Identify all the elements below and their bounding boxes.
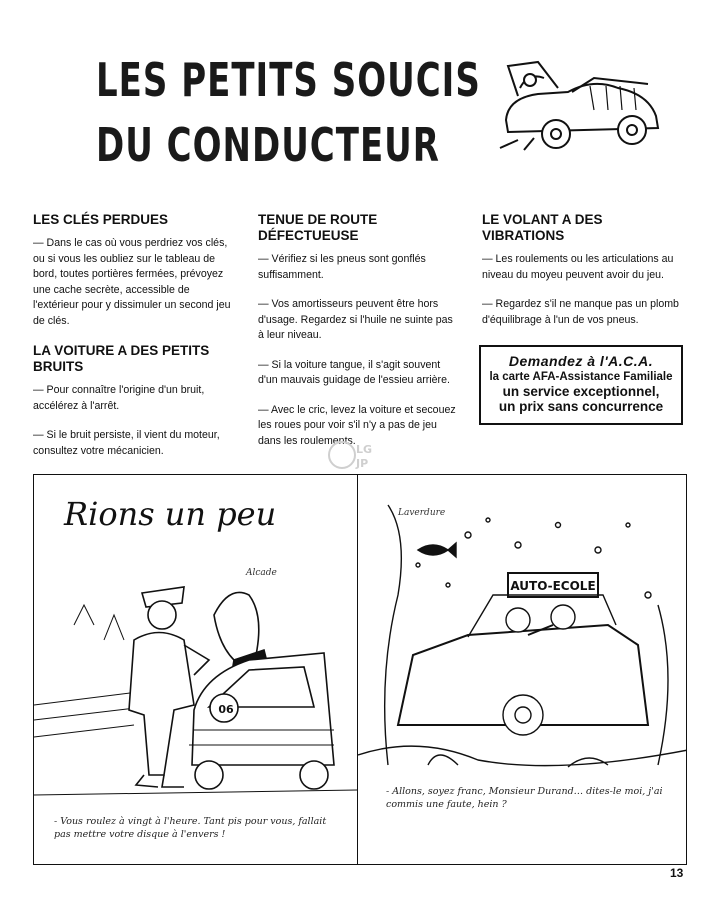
car-mechanic-illustration bbox=[498, 58, 664, 154]
paragraph: — Dans le cas où vous perdriez vos clés, ou si vous les oubliez sur le tableau de bord, toutes portières fermées, prévoyez une cache secrète, accessible de l'extérieur pour y dissimuler un second jeu de clés. bbox=[33, 237, 231, 327]
column-3 bbox=[482, 212, 686, 342]
heading-road-holding: TENUE DE ROUTE DÉFECTUEUSE bbox=[258, 212, 378, 243]
column-1 bbox=[33, 212, 233, 473]
heading-lost-keys: LES CLÉS PERDUES bbox=[33, 212, 169, 227]
paragraph: — Avec le cric, levez la voiture et secouez les roues pour voir s'il n'y a pas de jeu dans les roulements. bbox=[258, 403, 456, 447]
promo-line-1: Demandez à l'A.C.A. bbox=[508, 353, 654, 369]
watermark-logo bbox=[326, 437, 376, 473]
policeman-cartoon bbox=[34, 475, 358, 865]
artist-signature: Alcade bbox=[246, 568, 277, 578]
auto-ecole-sign: AUTO-ECOLE bbox=[510, 579, 596, 593]
paragraph: — Si la voiture tangue, il s'agit souvent d'un mauvais guidage de l'essieu arrière. bbox=[258, 358, 450, 386]
rions-heading: Rions un peu bbox=[64, 495, 277, 533]
page-title-line-2: DU CONDUCTEUR bbox=[96, 119, 440, 173]
cartoon-caption-right: - Allons, soyez franc, Monsieur Durand… dites-le moi, j'ai commis une faute, hein ? bbox=[386, 786, 663, 810]
promo-line-4: un prix sans concurrence bbox=[498, 399, 664, 414]
heading-steering-vibration: LE VOLANT A DES VIBRATIONS bbox=[482, 212, 603, 243]
svg-text:JP: JP bbox=[356, 457, 369, 470]
paragraph: — Pour connaître l'origine d'un bruit, accélérez à l'arrêt. bbox=[33, 384, 205, 412]
promo-line-2: la carte AFA-Assistance Familiale bbox=[489, 371, 673, 383]
aca-promo-box bbox=[479, 345, 683, 425]
cartoon-panel-right bbox=[357, 474, 687, 865]
cartoon-panel-left bbox=[33, 474, 358, 865]
page-number: 13 bbox=[670, 866, 684, 880]
license-plate-number: 06 bbox=[218, 703, 234, 716]
paragraph: — Si le bruit persiste, il vient du moteur, consultez votre mécanicien. bbox=[33, 429, 220, 457]
column-2 bbox=[258, 212, 460, 463]
heading-small-noises: LA VOITURE A DES PETITS BRUITS bbox=[33, 343, 210, 374]
artist-signature: Laverdure bbox=[398, 508, 446, 518]
paragraph: — Les roulements ou les articulations au niveau du moyeu peuvent avoir du jeu. bbox=[482, 253, 674, 281]
paragraph: — Vérifiez si les pneus sont gonflés suffisamment. bbox=[258, 253, 426, 281]
svg-text:LG: LG bbox=[356, 443, 373, 456]
paragraph: — Regardez s'il ne manque pas un plomb d'équilibrage à l'un de vos pneus. bbox=[482, 298, 679, 326]
cartoon-caption-left: - Vous roulez à vingt à l'heure. Tant pis pour vous, fallait pas mettre votre disque à l'envers ! bbox=[54, 816, 327, 840]
page-title-line-1: LES PETITS SOUCIS bbox=[96, 54, 481, 108]
paragraph: — Vos amortisseurs peuvent être hors d'usage. Regardez si l'huile ne suinte pas à leur niveau. bbox=[258, 298, 453, 341]
promo-line-3: un service exceptionnel, bbox=[502, 384, 660, 399]
